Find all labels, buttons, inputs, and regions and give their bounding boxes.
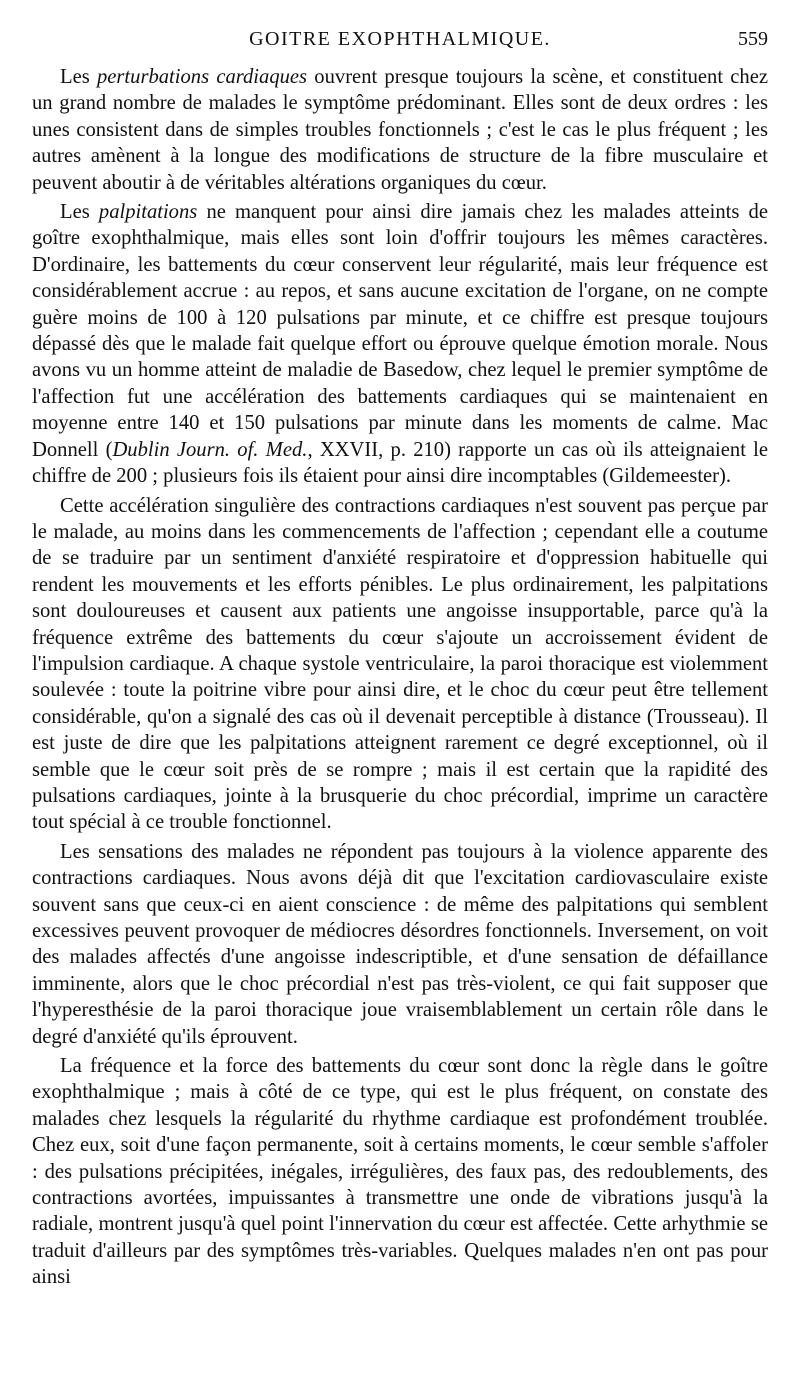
running-header	[32, 28, 768, 56]
paragraph-1-text-b: ouvrent presque toujours la scène, et constituent chez un grand nombre de malades le symptôme prédominant. Elles sont de deux ordres : les unes consistent dans de simples troubles fonctionnels ; c'est le cas le plus fréquent ; les autres amènent à la longue des modifications de structure de la fibre musculaire et peuvent aboutir à de véritables altérations organiques du cœur.	[32, 66, 768, 194]
page-number: 559	[738, 28, 768, 50]
paragraph-2-text-c: , XXVII, p. 210) rapporte un cas où ils atteignaient le chiffre de 200 ; plusieurs fois ils étaient pour ainsi dire incomptables (Gildemeester).	[32, 438, 768, 488]
paragraph-2	[32, 199, 768, 489]
running-title: GOITRE EXOPHTHALMIQUE.	[249, 28, 551, 50]
paragraph-1	[32, 64, 768, 196]
body-text	[32, 64, 768, 1291]
paragraph-2-text-a: Les	[60, 201, 99, 224]
paragraph-3: Cette accélération singulière des contractions cardiaques n'est souvent pas perçue par le malade, au moins dans les commencements de l'affection ; cependant elle a coutume de se traduire par un sentiment d'anxiété respiratoire et d'oppression habituelle qui rendent les mouvements et les efforts pénibles. Le plus ordinairement, les palpitations sont douloureuses et causent aux patients une angoisse insupportable, parce qu'à la fréquence extrême des battements du cœur s'ajoute un accroissement évident de l'impulsion cardiaque. A chaque systole ventriculaire, la paroi thoracique est violemment soulevée : toute la poitrine vibre pour ainsi dire, et le choc du cœur peut être tellement considérable, qu'on a signalé des cas où il devenait perceptible à distance (Trousseau). Il est juste de dire que les palpitations atteignent rarement ce degré exceptionnel, où il semble que le cœur soit près de se rompre ; mais il est certain que la rapidité des pulsations cardiaques, jointe à la brusquerie du choc précordial, imprime un caractère tout spécial à ce trouble fonctionnel.	[32, 494, 768, 834]
document-page	[32, 28, 768, 1294]
paragraph-1-text-a: Les	[60, 66, 97, 88]
paragraph-5: La fréquence et la force des battements du cœur sont donc la règle dans le goître exophthalmique ; mais à côté de ce type, qui est le plus fréquent, on constate des malades chez lesquels la régularité du rhythme cardiaque est profondément troublée. Chez eux, soit d'une façon permanente, soit à certains moments, le cœur semble s'affoler : des pulsations précipitées, inégales, irrégulières, des faux pas, des redoublements, des contractions avortées, impuissantes à transmettre une onde de vibrations jusqu'à la radiale, montrent jusqu'à quel point l'innervation du cœur est affectée. Cette arhythmie se traduit d'ailleurs par des symptômes très-variables. Quelques malades n'en ont pas pour ainsi	[32, 1055, 768, 1289]
paragraph-2-text-b: ne manquent pour ainsi dire jamais chez les malades atteints de goître exophthalmique, mais elles sont loin d'offrir toujours les mêmes caractères. D'ordinaire, les battements du cœur conservent leur régularité, mais leur fréquence est considérablement accrue : au repos, et sans aucune excitation de l'organe, on ne compte guère moins de 100 à 120 pulsations par minute, et ce chiffre est presque toujours dépassé dès que le malade fait quelque effort ou éprouve quelque émotion morale. Nous avons vu un homme atteint de maladie de Basedow, chez lequel le premier symptôme de l'affection fut une accélération des battements cardiaques qui se maintenaient en moyenne entre 140 et 150 pulsations par minute dans les moments de calme. Mac Donnell (	[32, 201, 768, 461]
paragraph-4: Les sensations des malades ne répondent pas toujours à la violence apparente des contractions cardiaques. Nous avons déjà dit que l'excitation cardiovasculaire existe souvent sans que ceux-ci en aient conscience : de même des palpitations qui semblent excessives peuvent provoquer de médiocres désordres fonctionnels. Inversement, on voit des malades affectés d'une angoisse indescriptible, et d'une sensation de défaillance imminente, alors que le choc précordial n'est pas très-violent, ce qui fait supposer que l'hyperesthésie de la paroi thoracique joue vraisemblablement un certain rôle dans le degré d'anxiété qu'ils éprouvent.	[32, 840, 768, 1048]
paragraph-1-italic: perturbations cardiaques	[96, 66, 308, 88]
paragraph-2-italic-citation: Dublin Journ. of. Med.	[112, 438, 308, 461]
paragraph-2-italic-1: palpitations	[98, 201, 198, 224]
